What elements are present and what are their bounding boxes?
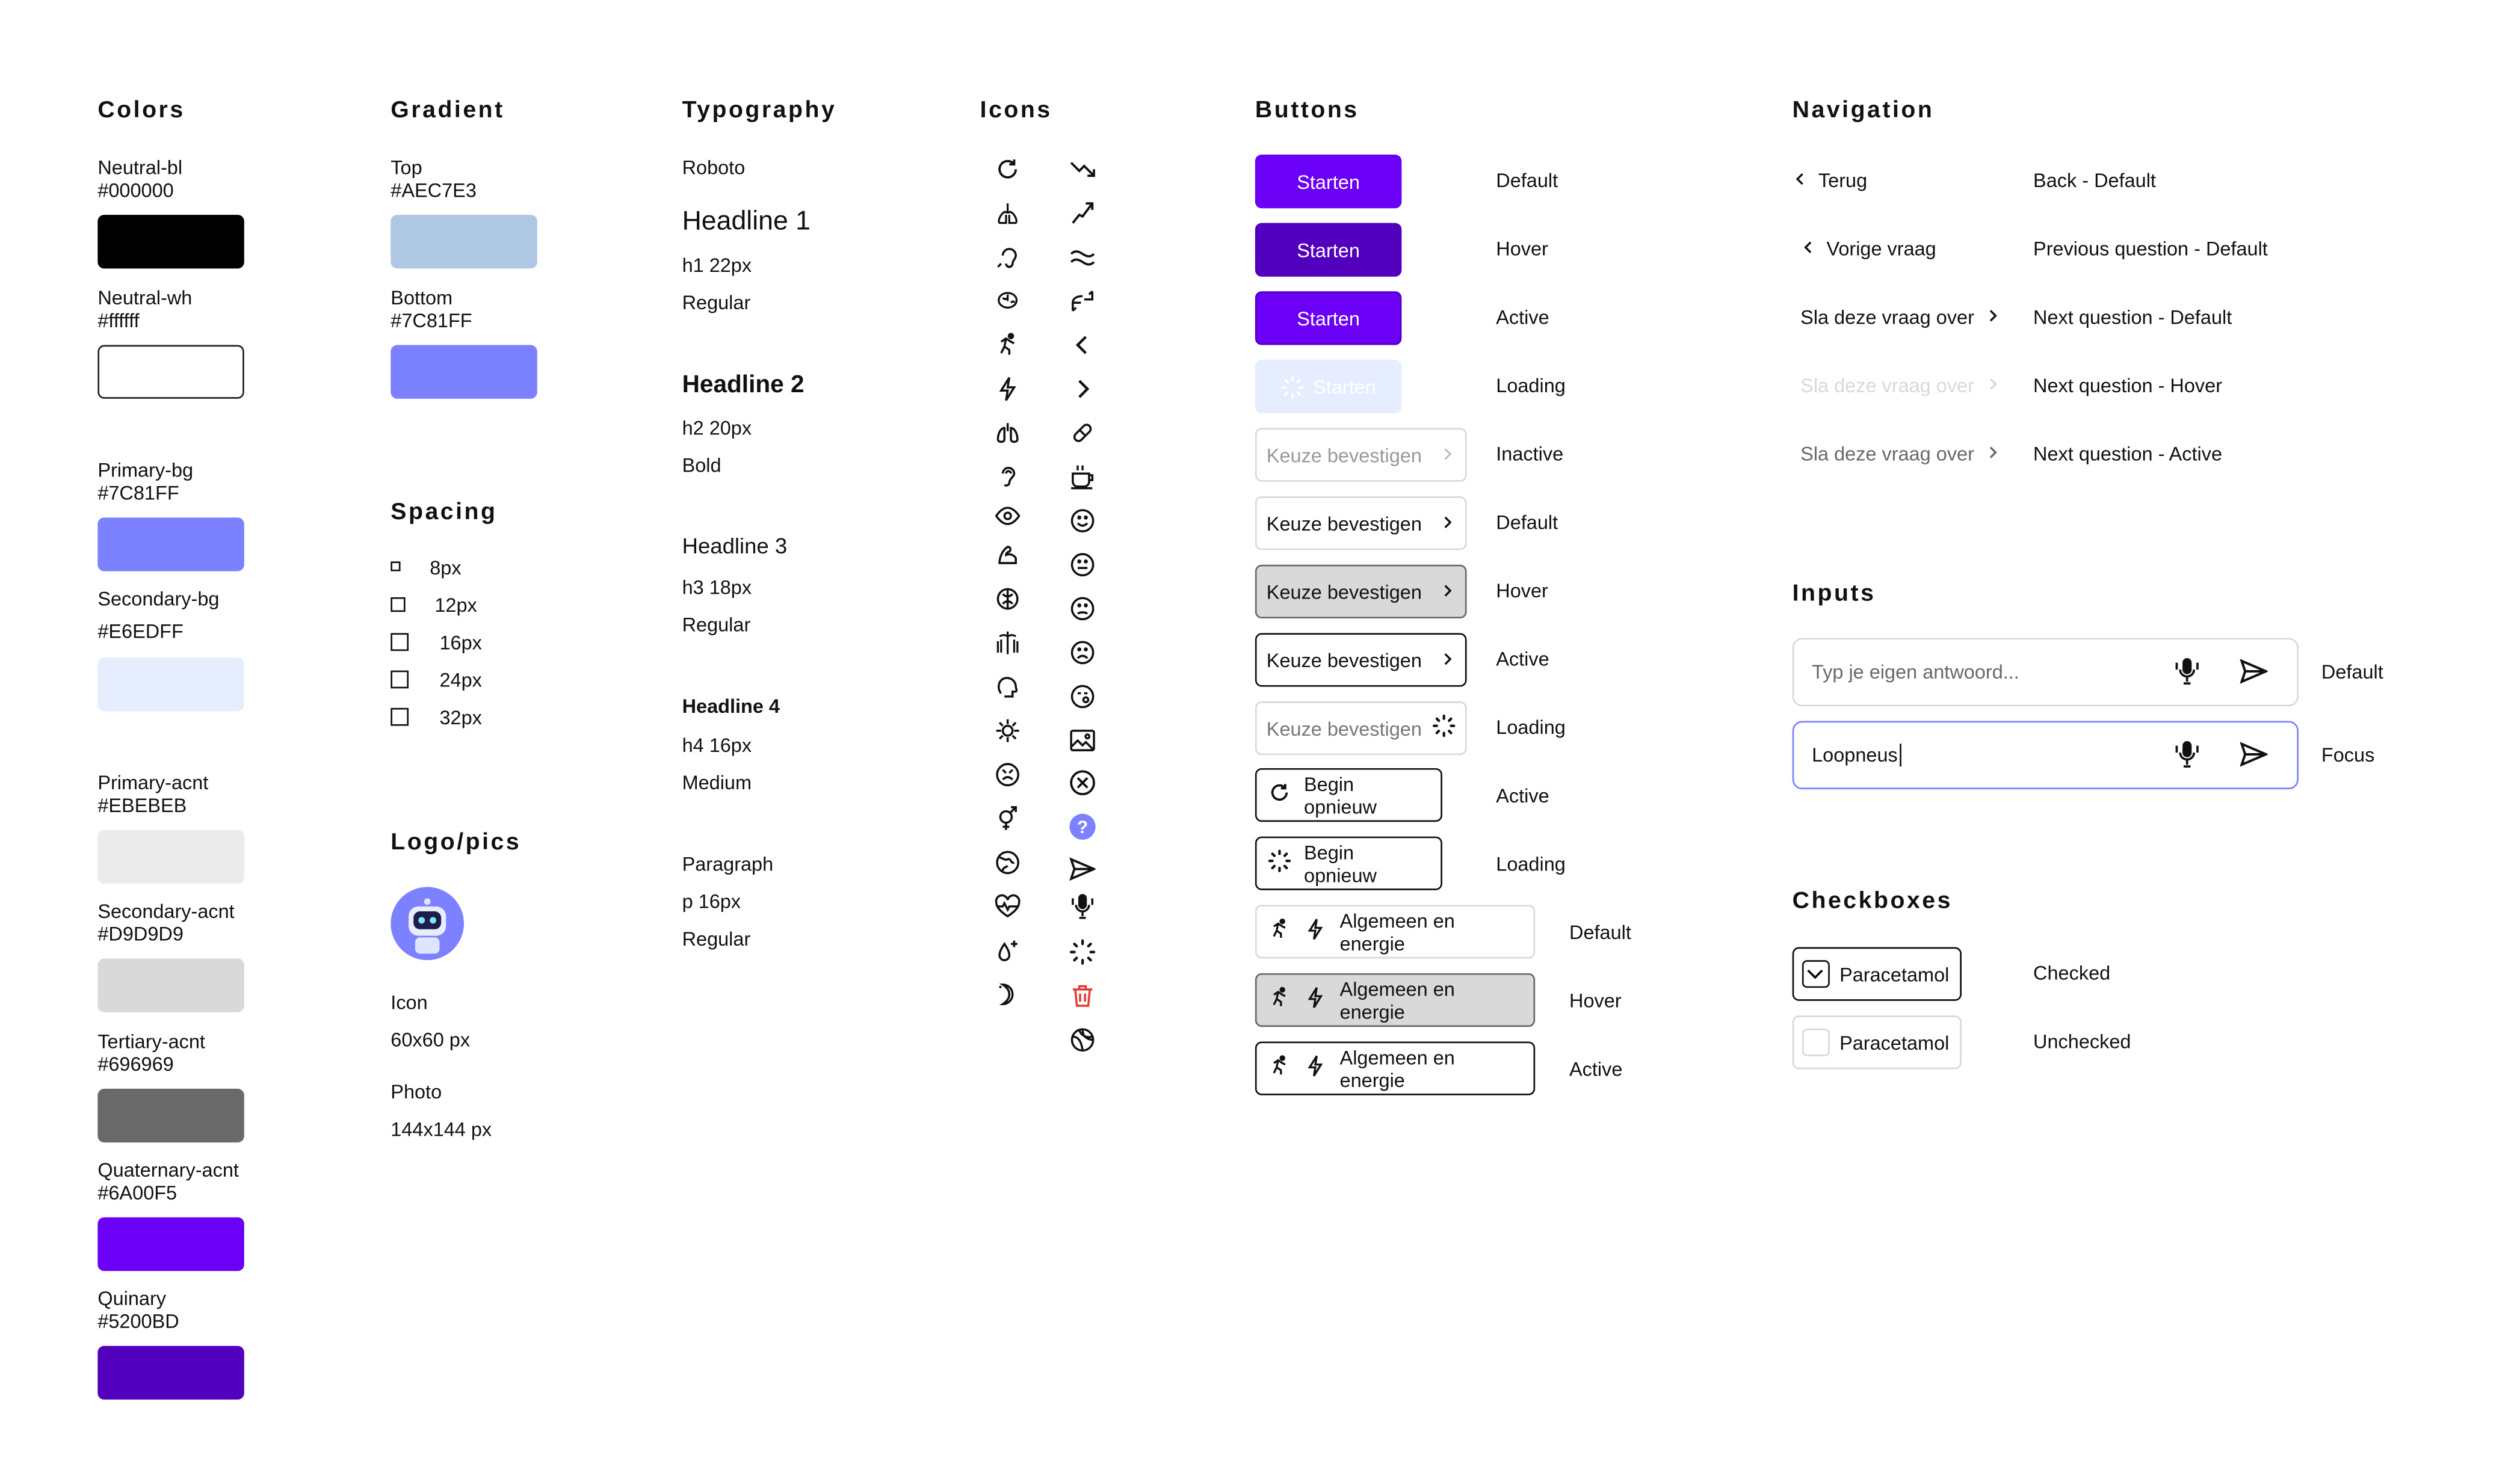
spacing-heading: Spacing (391, 499, 498, 526)
head-icon (995, 674, 1021, 700)
color-name: Tertiary-acnt (97, 1030, 205, 1053)
button-label: Algemeen en energie (1339, 908, 1455, 955)
gradient-swatch-bottom (391, 345, 537, 399)
confirm-button-default[interactable] (1255, 496, 1467, 550)
virus-icon (995, 718, 1021, 744)
mic-icon (1069, 893, 1095, 919)
running-icon (1268, 918, 1291, 946)
happy-icon (1069, 508, 1095, 534)
sad-icon (1069, 639, 1095, 665)
coffee-icon (1069, 464, 1095, 490)
logo-photo-size: 144x144 px (391, 1118, 492, 1141)
arm-icon (995, 542, 1021, 568)
chevron-right-icon (1984, 443, 2000, 466)
gradient-name: Bottom (391, 286, 453, 310)
nav-state-label: Next question - Default (2033, 306, 2232, 329)
restart-button-loading[interactable] (1255, 837, 1442, 890)
trend-up-icon (1069, 200, 1095, 226)
state-label: Active (1569, 1058, 1623, 1081)
state-label: Hover (1569, 989, 1622, 1012)
send-icon[interactable] (2240, 740, 2268, 777)
color-hex: #5200BD (97, 1310, 179, 1333)
refresh-icon (995, 156, 1021, 182)
chevron-right-icon (1069, 376, 1095, 402)
checkbox-state-label: Unchecked (2033, 1030, 2131, 1053)
color-swatch-neutral-wh (97, 345, 244, 399)
p-sample: Paragraph (682, 852, 774, 876)
state-label: Loading (1496, 374, 1566, 398)
button-label: Starten (1313, 375, 1376, 398)
checkbox-check-icon (1802, 960, 1830, 988)
chevron-right-icon (1439, 580, 1456, 603)
confirm-button-inactive[interactable] (1255, 428, 1467, 482)
nav-state-label: Next question - Hover (2033, 374, 2223, 398)
logo-heading: Logo/pics (391, 830, 522, 857)
previous-question-link[interactable] (1800, 238, 1936, 260)
state-label: Default (1496, 511, 1558, 534)
button-label: Begin opnieuw (1304, 840, 1377, 887)
sad-face-icon (995, 762, 1021, 787)
typography-heading: Typography (682, 97, 837, 124)
robot-avatar (391, 887, 464, 960)
h1-spec: h1 22px (682, 254, 752, 277)
loading-icon (1268, 849, 1291, 877)
spacing-label: 16px (439, 631, 482, 654)
spacing-label: 12px (434, 594, 477, 617)
font-family-name: Roboto (682, 156, 746, 179)
state-label: Active (1496, 306, 1549, 329)
button-label: Keuze bevestigen (1266, 443, 1422, 467)
nav-state-label: Back - Default (2033, 169, 2156, 192)
color-name: Neutral-bl (97, 156, 183, 179)
gender-icon (995, 805, 1021, 831)
p-weight: Regular (682, 928, 751, 950)
chevron-right-icon (1984, 374, 2000, 397)
spacing-sample-32 (391, 708, 409, 726)
confirm-button-active[interactable] (1255, 633, 1467, 686)
color-hex: #000000 (97, 179, 174, 202)
button-label: Algemeen en energie (1339, 977, 1455, 1023)
state-label: Inactive (1496, 442, 1564, 466)
chevron-right-icon (1439, 443, 1456, 466)
back-label: Terug (1818, 169, 1868, 192)
hormone-icon (995, 586, 1021, 612)
color-hex: #D9D9D9 (97, 922, 184, 946)
basketball-icon (1069, 1027, 1095, 1053)
swap-icon (1069, 288, 1095, 314)
h2-weight: Bold (682, 454, 721, 477)
state-label: Loading (1496, 852, 1566, 876)
lightning-icon (1304, 986, 1327, 1014)
h3-weight: Regular (682, 613, 751, 636)
color-name: Primary-acnt (97, 771, 209, 795)
waves-icon (1069, 244, 1095, 270)
back-link[interactable] (1793, 169, 1868, 192)
h4-spec: h4 16px (682, 734, 752, 757)
chevron-right-icon (1984, 306, 2000, 329)
lightning-icon (1304, 1055, 1327, 1082)
button-label: Starten (1297, 170, 1360, 193)
ear-alt-icon (995, 464, 1021, 490)
state-label: Default (1496, 169, 1558, 192)
trend-down-icon (1069, 156, 1095, 182)
color-name: Primary-bg (97, 458, 194, 482)
lightning-icon (995, 376, 1021, 402)
help-icon (1069, 814, 1095, 840)
state-label: Loading (1496, 716, 1566, 739)
input-value: Loopneus (1812, 744, 1901, 766)
h3-sample: Headline 3 (682, 534, 788, 558)
h1-sample: Headline 1 (682, 206, 811, 236)
chevron-left-icon (1793, 169, 1809, 192)
chevron-right-icon (1439, 512, 1456, 535)
send-icon[interactable] (2240, 657, 2268, 694)
input-state-label: Default (2321, 660, 2383, 684)
gradient-name: Top (391, 156, 422, 179)
state-label: Hover (1496, 237, 1548, 260)
h2-sample: Headline 2 (682, 371, 804, 399)
gradient-hex: #7C81FF (391, 309, 472, 332)
start-button-default[interactable] (1255, 155, 1401, 208)
input-placeholder: Typ je eigen antwoord... (1812, 660, 2019, 684)
spacing-label: 24px (439, 668, 482, 692)
gradient-hex: #AEC7E3 (391, 179, 477, 202)
color-name: Secondary-acnt (97, 900, 235, 923)
gradient-swatch-top (391, 215, 537, 268)
h4-weight: Medium (682, 771, 752, 795)
next-label: Sla deze vraag over (1800, 442, 1974, 466)
icons-heading: Icons (980, 97, 1052, 124)
eye-icon (995, 503, 1021, 529)
lightning-icon (1304, 918, 1327, 946)
color-name: Quaternary-acnt (97, 1159, 239, 1182)
navigation-heading: Navigation (1792, 97, 1935, 124)
spacing-label: 8px (430, 556, 462, 580)
inputs-heading: Inputs (1792, 580, 1876, 608)
state-label: Active (1496, 647, 1549, 671)
next-label: Sla deze vraag over (1800, 306, 1974, 329)
colors-heading: Colors (97, 97, 185, 124)
category-button-hover[interactable] (1255, 973, 1535, 1027)
spacing-sample-24 (391, 671, 409, 689)
category-button-default[interactable] (1255, 905, 1535, 958)
brain-icon (995, 288, 1021, 314)
checkboxes-heading: Checkboxes (1792, 888, 1953, 915)
logo-photo-label: Photo (391, 1080, 442, 1104)
button-label: Starten (1297, 238, 1360, 262)
checkbox-label: Paracetamol (1839, 1030, 1950, 1054)
nav-state-label: Next question - Active (2033, 442, 2223, 466)
input-state-label: Focus (2321, 744, 2375, 767)
color-swatch-neutral-bl (97, 215, 244, 268)
send-icon (1069, 856, 1095, 882)
loading-icon (1433, 715, 1456, 742)
image-icon (1069, 727, 1095, 753)
button-label: Algemeen en energie (1339, 1045, 1455, 1091)
color-hex: #7C81FF (97, 481, 179, 505)
color-swatch-primary-acnt (97, 830, 244, 884)
button-label: Keuze bevestigen (1266, 511, 1422, 535)
button-label: Keuze bevestigen (1266, 580, 1422, 603)
chevron-left-icon (1800, 238, 1817, 260)
svg-text:?: ? (1076, 817, 1089, 838)
dizzy-icon (1069, 683, 1095, 709)
answer-input-focus[interactable] (1793, 721, 2299, 789)
running-icon (1268, 986, 1291, 1014)
h4-sample: Headline 4 (682, 695, 780, 718)
loading-icon (1069, 939, 1095, 965)
color-hex: #6A00F5 (97, 1181, 178, 1204)
color-swatch-tertiary-acnt (97, 1089, 244, 1142)
answer-input-default[interactable] (1793, 638, 2299, 707)
lungs-icon (995, 200, 1021, 226)
h1-weight: Regular (682, 291, 751, 315)
checkbox-empty-icon (1802, 1029, 1830, 1056)
button-label: Keuze bevestigen (1266, 648, 1422, 671)
gradient-heading: Gradient (391, 97, 505, 124)
previous-label: Vorige vraag (1826, 237, 1936, 260)
state-label: Hover (1496, 579, 1548, 602)
spacing-sample-16 (391, 633, 409, 651)
mic-icon[interactable] (2173, 740, 2201, 777)
category-button-active[interactable] (1255, 1041, 1535, 1095)
mic-icon[interactable] (2173, 657, 2201, 694)
start-button-loading[interactable] (1255, 360, 1401, 413)
globe-icon (995, 849, 1021, 875)
buttons-heading: Buttons (1255, 97, 1359, 124)
neutral-icon (1069, 552, 1095, 577)
color-hex: #696969 (97, 1053, 174, 1076)
checkbox-label: Paracetamol (1839, 962, 1950, 986)
color-swatch-quaternary-acnt (97, 1218, 244, 1271)
logo-icon-label: Icon (391, 991, 428, 1014)
next-label: Sla deze vraag over (1800, 374, 1974, 398)
color-name: Neutral-wh (97, 286, 193, 310)
lungs-alt-icon (995, 420, 1021, 446)
button-label: Starten (1297, 306, 1360, 330)
spacing-sample-12 (391, 597, 405, 612)
nav-state-label: Previous question - Default (2033, 237, 2268, 260)
next-question-link-default[interactable] (1800, 306, 2000, 329)
color-swatch-primary-bg (97, 517, 244, 571)
checkbox-state-label: Checked (2033, 961, 2111, 985)
color-name: Quinary (97, 1287, 167, 1310)
color-hex: #E6EDFF (97, 620, 184, 643)
color-swatch-quinary (97, 1346, 244, 1399)
checkbox-unchecked[interactable] (1793, 1015, 1962, 1069)
close-circle-icon (1069, 770, 1095, 796)
restart-button-active[interactable] (1255, 768, 1442, 822)
spacing-label: 32px (439, 706, 482, 730)
drop-plus-icon (995, 937, 1021, 963)
color-hex: #EBEBEB (97, 794, 187, 817)
color-swatch-secondary-bg (97, 657, 244, 711)
chevron-right-icon (1439, 648, 1456, 671)
state-label: Default (1569, 921, 1631, 944)
chevron-left-icon (1069, 332, 1095, 358)
next-question-link-hover[interactable] (1800, 374, 2000, 397)
trash-icon (1069, 983, 1095, 1009)
moon-icon (995, 981, 1021, 1007)
start-button-active[interactable] (1255, 291, 1401, 345)
confirm-button-loading[interactable] (1255, 701, 1467, 755)
checkbox-checked[interactable] (1793, 947, 1962, 1001)
p-spec: p 16px (682, 890, 741, 913)
h2-spec: h2 20px (682, 416, 752, 440)
logo-icon-size: 60x60 px (391, 1028, 471, 1051)
spacing-sample-8 (391, 561, 400, 571)
loading-icon (1280, 375, 1303, 398)
pill-icon (1069, 420, 1095, 446)
h3-spec: h3 18px (682, 576, 752, 599)
button-label: Keuze bevestigen (1266, 716, 1422, 740)
ear-icon (995, 244, 1021, 270)
state-label: Active (1496, 784, 1549, 807)
start-button-hover[interactable] (1255, 223, 1401, 277)
next-question-link-active[interactable] (1800, 443, 2000, 466)
confirm-button-hover[interactable] (1255, 565, 1467, 618)
confused-icon (1069, 596, 1095, 621)
color-hex: #ffffff (97, 309, 140, 332)
color-swatch-secondary-acnt (97, 958, 244, 1012)
ribcage-icon (995, 630, 1021, 656)
heart-rate-icon (995, 893, 1021, 919)
button-label: Begin opnieuw (1304, 772, 1377, 818)
refresh-icon (1268, 781, 1291, 809)
running-icon (1268, 1055, 1291, 1082)
color-name: Secondary-bg (97, 587, 220, 611)
running-icon (995, 332, 1021, 358)
